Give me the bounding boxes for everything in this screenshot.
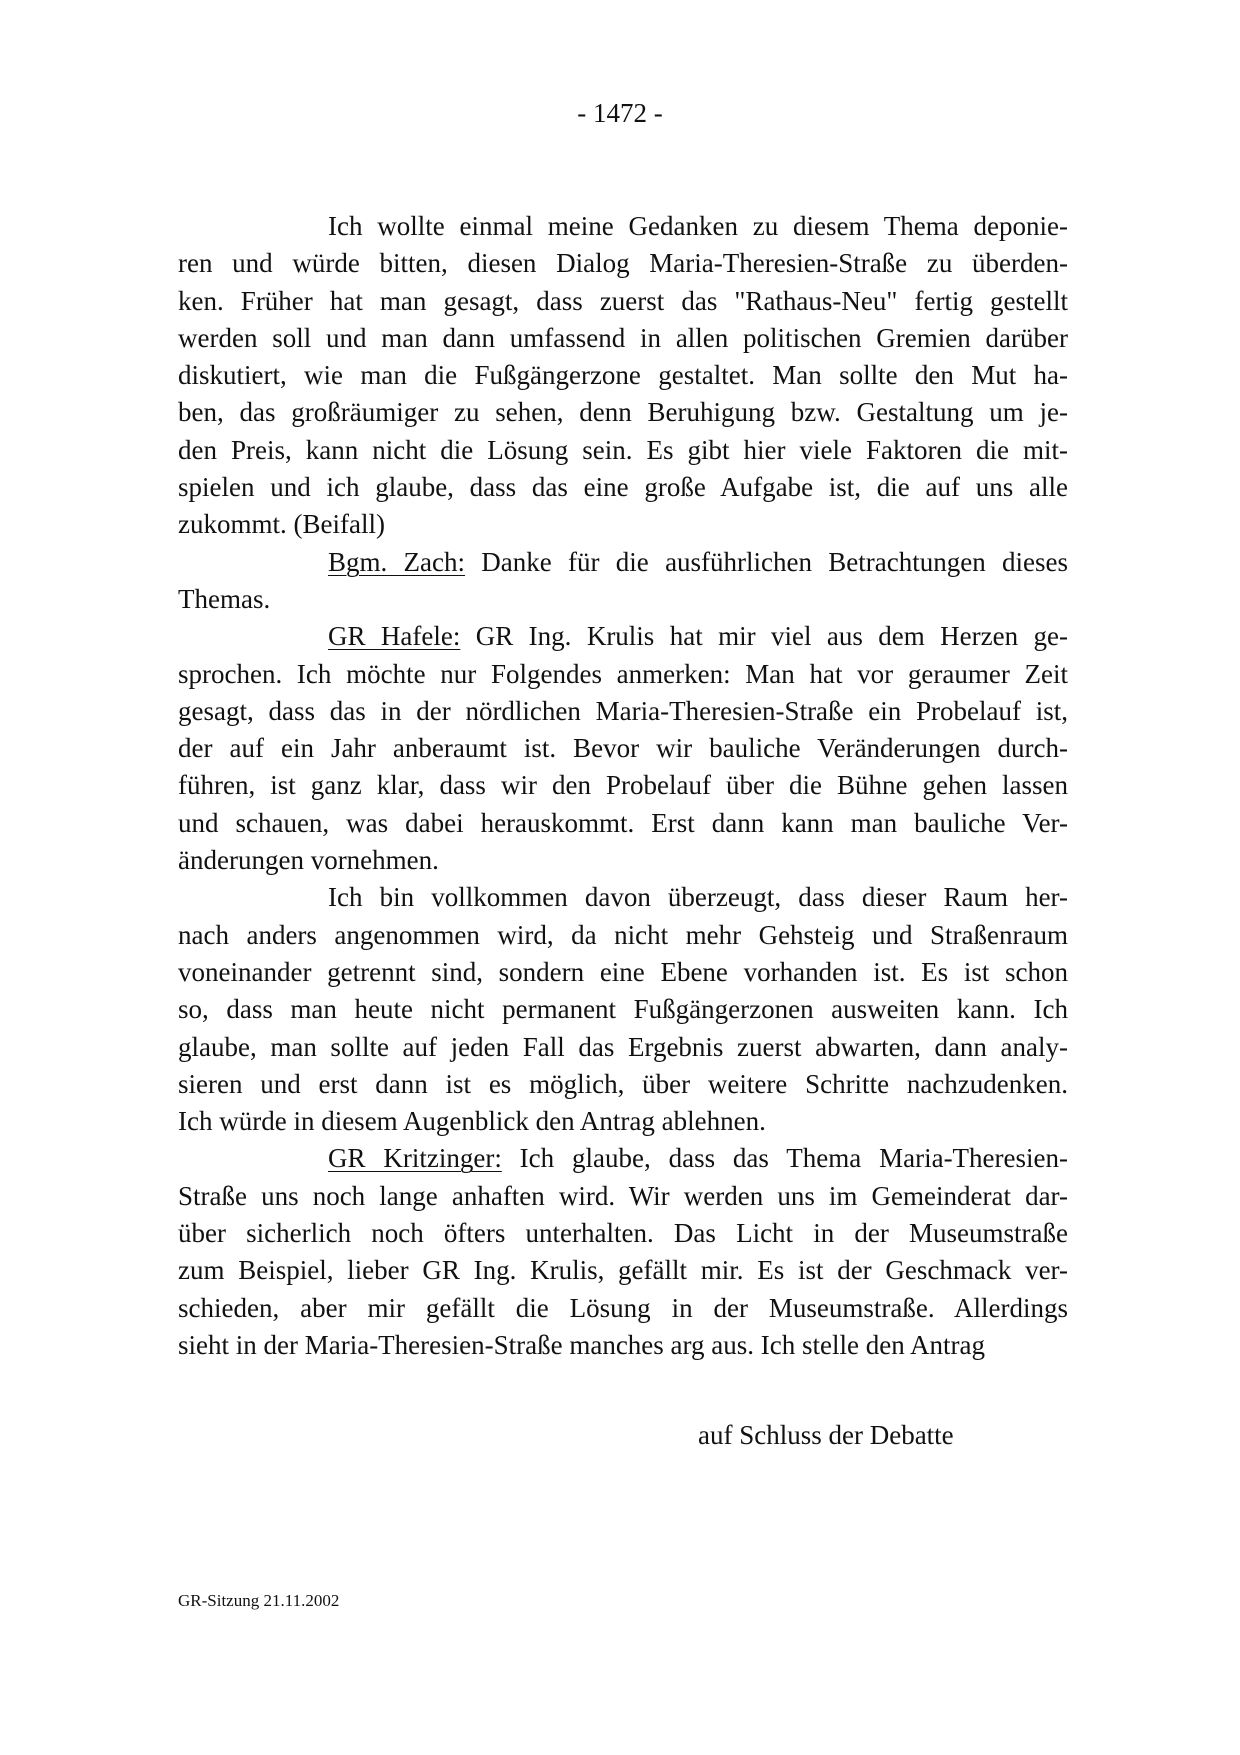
text-line: über sicherlich noch öfters unterhalten. Das Licht in der Museumstraße (178, 1218, 1068, 1249)
text-line: nach anders angenommen wird, da nicht mehr Gehsteig und Straßenraum (178, 919, 1068, 950)
speech-line (178, 1140, 1068, 1177)
text-line: den Preis, kann nicht die Lösung sein. Es gibt hier viele Faktoren die mit- (178, 434, 1068, 465)
text-line: sieren und erst dann ist es möglich, über weitere Schritte nachzudenken. (178, 1068, 1068, 1099)
speech-line (178, 544, 1068, 581)
text-line: ren und würde bitten, diesen Dialog Maria-Theresien-Straße zu überden- (178, 248, 1068, 279)
text-line: zum Beispiel, lieber GR Ing. Krulis, gefällt mir. Es ist der Geschmack ver- (178, 1255, 1068, 1286)
text-line: glaube, man sollte auf jeden Fall das Ergebnis zuerst abwarten, dann analy- (178, 1031, 1068, 1062)
speaker-name: Bgm. Zach: (328, 546, 466, 577)
text-line: Ich wollte einmal meine Gedanken zu diesem Thema deponie- (328, 211, 1068, 241)
speech-line (178, 618, 1068, 655)
text-line: voneinander getrennt sind, sondern eine Ebene vorhanden ist. Es ist schon (178, 956, 1068, 987)
text-line: der auf ein Jahr anberaumt ist. Bevor wir bauliche Veränderungen durch- (178, 733, 1068, 764)
text-line: zukommt. (Beifall) (178, 509, 385, 540)
text-line: spielen und ich glaube, dass das eine große Aufgabe ist, die auf uns alle (178, 472, 1068, 503)
text-line: so, dass man heute nicht permanent Fußgängerzonen ausweiten kann. Ich (178, 994, 1068, 1025)
text-line: führen, ist ganz klar, dass wir den Probelauf über die Bühne gehen lassen (178, 770, 1068, 801)
text-line: werden soll und man dann umfassend in allen politischen Gremien darüber (178, 322, 1068, 353)
text-line: Ich bin vollkommen davon überzeugt, dass dieser Raum her- (328, 882, 1068, 913)
text-line: Straße uns noch lange anhaften wird. Wir werden uns im Gemeinderat dar- (178, 1180, 1068, 1211)
text-line: schieden, aber mir gefällt die Lösung in der Museumstraße. Allerdings (178, 1292, 1068, 1323)
text-line: Themas. (178, 583, 271, 614)
text-line: und schauen, was dabei herauskommt. Erst dann kann man bauliche Ver- (178, 807, 1068, 838)
page-footer: GR-Sitzung 21.11.2002 (178, 1591, 340, 1610)
text-line: ken. Früher hat man gesagt, dass zuerst das "Rathaus-Neu" fertig gestellt (178, 285, 1068, 316)
speaker-name: GR Hafele: (328, 621, 461, 652)
transcript-body (178, 208, 1068, 1364)
speech-text: Ich glaube, dass das Thema Maria-Theresien- (501, 1143, 1068, 1174)
text-line: sieht in der Maria-Theresien-Straße manches arg aus. Ich stelle den Antrag (178, 1329, 985, 1360)
speech-text: GR Ing. Krulis hat mir viel aus dem Herzen ge- (460, 621, 1069, 652)
text-line: diskutiert, wie man die Fußgängerzone gestaltet. Man sollte den Mut ha- (178, 360, 1068, 391)
text-line: sprochen. Ich möchte nur Folgendes anmerken: Man hat vor geraumer Zeit (178, 658, 1068, 689)
closing-motion: auf Schluss der Debatte (698, 1420, 954, 1450)
text-line: änderungen vornehmen. (178, 845, 439, 876)
text-line: ben, das großräumiger zu sehen, denn Beruhigung bzw. Gestaltung um je- (178, 397, 1068, 428)
page-number: - 1472 - (577, 98, 663, 128)
text-line: gesagt, dass das in der nördlichen Maria-Theresien-Straße ein Probelauf ist, (178, 695, 1068, 726)
text-line: Ich würde in diesem Augenblick den Antrag ablehnen. (178, 1106, 766, 1137)
speaker-name: GR Kritzinger: (328, 1143, 502, 1174)
speech-text: Danke für die ausführlichen Betrachtungen dieses (465, 546, 1068, 577)
